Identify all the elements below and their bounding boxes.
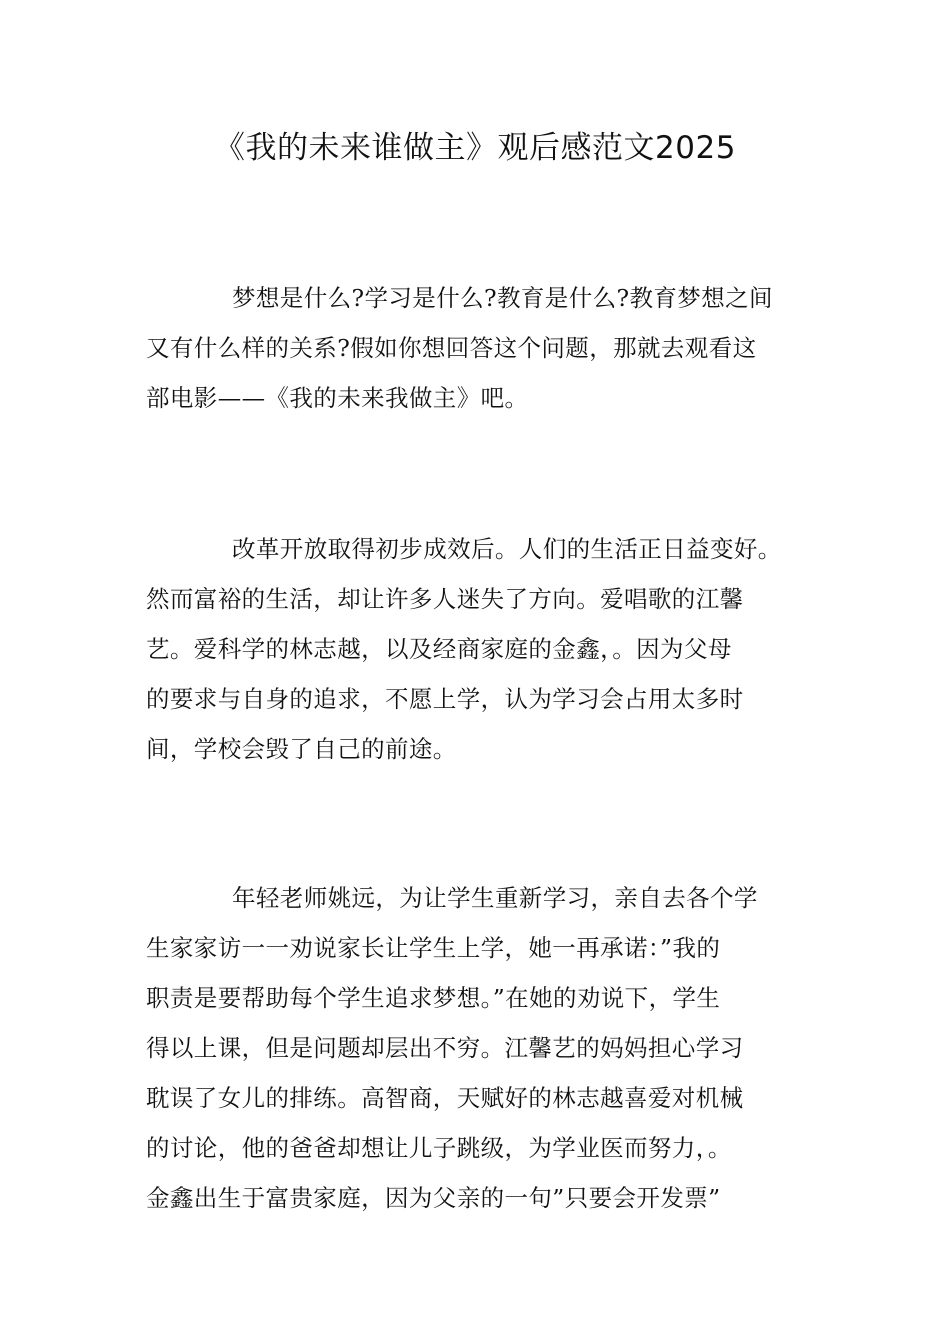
paragraph-line: 的要求与自身的追求，不愿上学，认为学习会占用太多时 [146,685,744,713]
paragraph-line: 改革开放取得初步成效后。人们的生活正日益变好。 [232,535,782,563]
paragraph-line: 年轻老师姚远，为让学生重新学习，亲自去各个学 [232,884,758,912]
paragraph-line: 又有什么样的关系?假如你想回答这个问题，那就去观看这 [146,334,757,362]
paragraph-line: 耽误了女儿的排练。高智商，天赋好的林志越喜爱对机械 [146,1084,744,1112]
paragraph-line: 部电影——《我的未来我做主》吧。 [146,384,529,412]
paragraph-line: 得以上课，但是问题却层出不穷。江馨艺的妈妈担心学习 [146,1034,744,1062]
paragraph-line: 金鑫出生于富贵家庭，因为父亲的一句”只要会开发票” [146,1184,721,1212]
paragraph-line: 然而富裕的生活，却让许多人迷失了方向。爱唱歌的江馨 [146,585,744,613]
paragraph-line: 的讨论，他的爸爸却想让儿子跳级，为学业医而努力，。 [146,1134,732,1162]
paragraph-3 [146,873,808,1223]
paragraph-line: 间，学校会毁了自己的前途。 [146,735,457,763]
paragraph-line: 生家家访一一劝说家长让学生上学，她一再承诺：”我的 [146,934,721,962]
paragraph-1 [146,273,808,423]
paragraph-line: 梦想是什么?学习是什么?教育是什么?教育梦想之间 [232,284,773,312]
document-title: 《我的未来谁做主》观后感范文2025 [214,130,736,166]
paragraph-line: 艺。爱科学的林志越，以及经商家庭的金鑫，。因为父母 [146,635,732,663]
paragraph-2 [146,524,808,774]
paragraph-line: 职责是要帮助每个学生追求梦想。”在她的劝说下，学生 [146,984,721,1012]
